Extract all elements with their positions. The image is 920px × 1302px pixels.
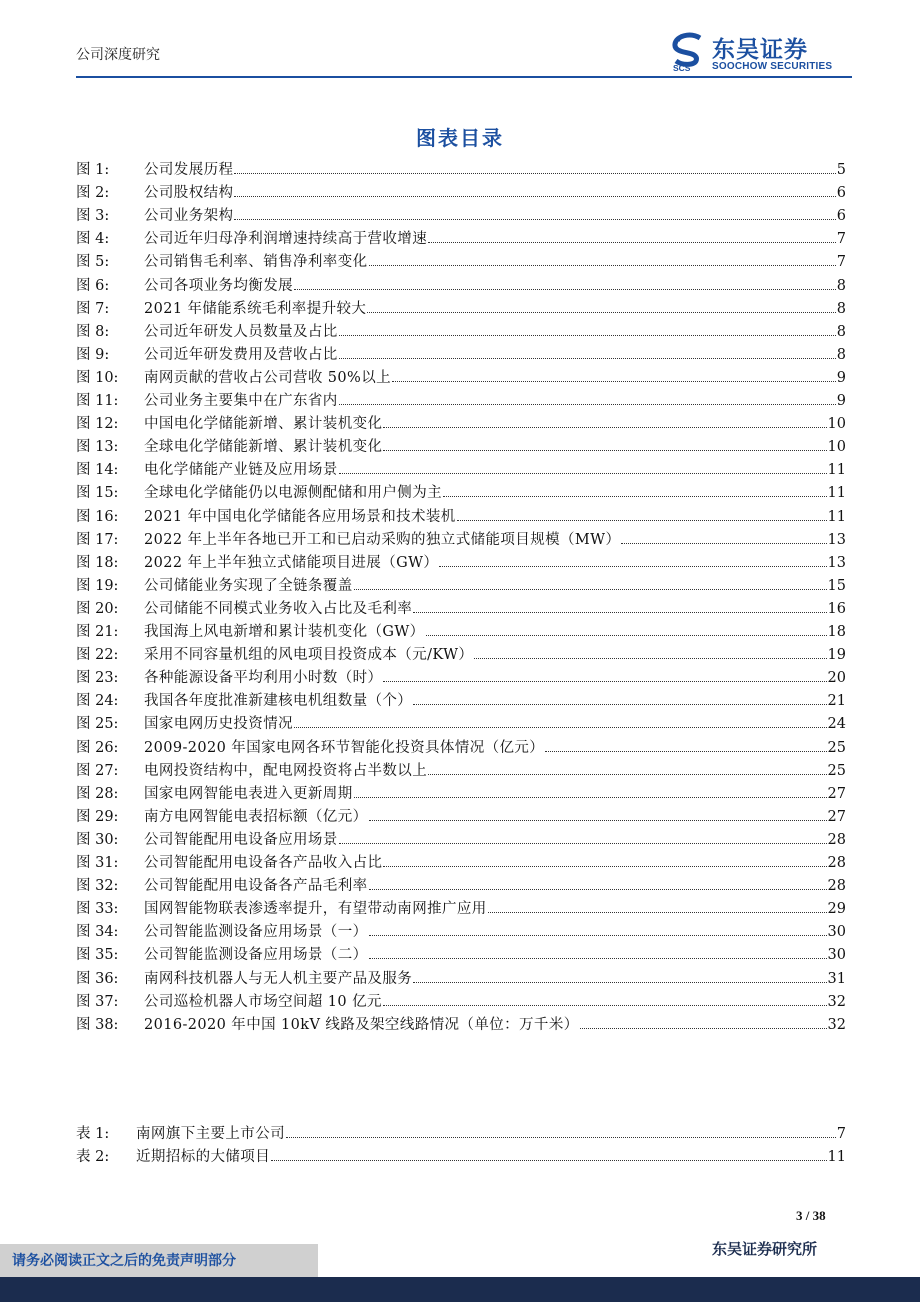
toc-entry-title: 公司近年研发费用及营收占比 (144, 346, 338, 363)
toc-dot-leader (234, 206, 835, 220)
toc-entry-title: 公司智能配用电设备各产品毛利率 (144, 878, 368, 895)
toc-entry-title: 公司销售毛利率、销售净利率变化 (144, 254, 368, 271)
toc-dot-leader (413, 969, 826, 983)
toc-entry-title: 2009-2020 年国家电网各环节智能化投资具体情况（亿元） (144, 739, 545, 756)
toc-entry[interactable] (76, 368, 846, 388)
toc-entry-page: 20 (827, 670, 846, 687)
logo-english-name: SOOCHOW SECURITIES (712, 61, 833, 72)
toc-entry-page: 25 (827, 739, 846, 756)
toc-dot-leader (383, 992, 827, 1006)
toc-dot-leader (621, 530, 826, 544)
toc-entry[interactable] (76, 183, 846, 203)
toc-dot-leader (286, 1124, 836, 1138)
toc-entry-number: 图 19: (76, 577, 119, 594)
toc-entry-page: 25 (827, 762, 846, 779)
toc-entry-title: 全球电化学储能仍以电源侧配储和用户侧为主 (144, 485, 442, 502)
toc-entry-number: 图 26: (76, 739, 119, 756)
toc-dot-leader (271, 1147, 826, 1161)
page-title: 图表目录 (416, 126, 504, 150)
toc-entry[interactable] (76, 899, 846, 919)
toc-entry-title: 我国海上风电新增和累计装机变化（GW） (144, 624, 425, 640)
toc-entry-page: 27 (827, 785, 846, 802)
toc-entry-page: 28 (827, 855, 846, 871)
toc-entry-number: 图 4: (76, 231, 110, 248)
toc-dot-leader (443, 483, 827, 497)
toc-dot-leader (339, 322, 836, 336)
toc-entry[interactable] (76, 160, 846, 180)
toc-entry-page: 8 (836, 346, 846, 363)
toc-entry-page: 27 (827, 808, 846, 825)
footer-disclaimer: 请务必阅读正文之后的免责声明部分 (12, 1253, 236, 1269)
toc-entry-page: 13 (827, 554, 846, 571)
toc-entry-number: 图 8: (76, 323, 110, 340)
toc-entry-title: 国家电网智能电表进入更新周期 (144, 785, 353, 802)
toc-dot-leader (488, 899, 827, 913)
toc-entry-page: 11 (827, 1149, 846, 1165)
toc-entry-page: 30 (827, 947, 846, 964)
toc-entry[interactable] (76, 1015, 846, 1035)
toc-entry-title: 公司储能业务实现了全链条覆盖 (144, 577, 353, 594)
toc-entry-page: 15 (827, 577, 846, 594)
toc-entry-title: 国网智能物联表渗透率提升，有望带动南网推广应用 (144, 901, 487, 918)
toc-entry-page: 21 (827, 693, 846, 710)
toc-dot-leader (369, 252, 836, 266)
toc-entry[interactable] (76, 945, 846, 965)
toc-entry-page: 6 (836, 185, 846, 202)
toc-entry-page: 9 (836, 369, 846, 386)
toc-entry-number: 图 3: (76, 208, 110, 225)
footer-bar (0, 1277, 920, 1302)
toc-entry-page: 28 (827, 831, 846, 848)
toc-entry-number: 图 15: (76, 485, 119, 502)
toc-entry[interactable] (76, 206, 846, 226)
toc-entry-page: 7 (836, 1126, 846, 1142)
toc-dot-leader (474, 645, 826, 659)
toc-entry[interactable] (76, 1147, 846, 1167)
toc-entry[interactable] (76, 483, 846, 503)
toc-entry[interactable] (76, 460, 846, 480)
toc-entry[interactable] (76, 784, 846, 804)
toc-entry-title: 中国电化学储能新增、累计装机变化 (144, 416, 383, 433)
toc-entry-page: 10 (827, 439, 846, 456)
toc-dot-leader (383, 414, 826, 428)
toc-entry-number: 图 12: (76, 416, 119, 433)
toc-entry-title: 我国各年度批准新建核电机组数量（个） (144, 693, 413, 710)
toc-entry-number: 图 35: (76, 947, 119, 964)
toc-entry-page: 6 (836, 208, 846, 225)
toc-dot-leader (367, 299, 835, 313)
toc-dot-leader (413, 691, 826, 705)
toc-entry-page: 18 (827, 624, 846, 640)
toc-entry-title: 2022 年上半年各地已开工和已启动采购的独立式储能项目规模（MW） (144, 531, 621, 548)
toc-dot-leader (457, 507, 827, 521)
toc-entry-number: 图 20: (76, 600, 119, 617)
toc-dot-leader (428, 229, 836, 243)
toc-entry-page: 32 (827, 993, 846, 1010)
toc-entry-number: 图 22: (76, 647, 119, 664)
toc-entry-number: 图 21: (76, 624, 119, 640)
toc-entry-number: 图 9: (76, 346, 110, 363)
toc-entry-title: 公司储能不同模式业务收入占比及毛利率 (144, 600, 413, 617)
toc-entry-title: 公司近年归母净利润增速持续高于营收增速 (144, 231, 428, 248)
toc-entry-title: 公司近年研发人员数量及占比 (144, 323, 338, 340)
toc-dot-leader (580, 1015, 827, 1029)
toc-entry-page: 9 (836, 393, 846, 409)
toc-entry-title: 公司智能配用电设备应用场景 (144, 831, 338, 848)
toc-entry[interactable] (76, 507, 846, 527)
toc-entry-page: 28 (827, 878, 846, 895)
toc-entry-title: 公司业务架构 (144, 208, 234, 225)
toc-dot-leader (294, 276, 836, 290)
toc-entry-page: 19 (827, 647, 846, 664)
toc-entry[interactable] (76, 599, 846, 619)
toc-entry[interactable] (76, 876, 846, 896)
toc-entry-page: 24 (827, 716, 846, 733)
toc-entry-number: 图 30: (76, 831, 119, 848)
toc-entry-title: 2021 年储能系统毛利率提升较大 (144, 300, 367, 317)
toc-dot-leader (339, 391, 836, 405)
toc-entry[interactable] (76, 668, 846, 688)
toc-entry-number: 图 37: (76, 993, 119, 1010)
toc-entry-number: 图 10: (76, 369, 119, 386)
toc-entry-title: 国家电网历史投资情况 (144, 716, 293, 733)
toc-entry[interactable] (76, 391, 846, 411)
logo-mark-text: SCS (673, 63, 691, 72)
toc-entry-page: 13 (827, 531, 846, 548)
toc-entry-title: 采用不同容量机组的风电项目投资成本（元/KW） (144, 647, 474, 664)
toc-dot-leader (339, 830, 827, 844)
footer-institute: 东吴证券研究所 (712, 1240, 818, 1258)
toc-entry-number: 图 6: (76, 277, 110, 294)
toc-entry-title: 公司发展历程 (144, 162, 234, 178)
toc-entry-number: 图 18: (76, 554, 119, 571)
toc-entry-number: 图 13: (76, 439, 119, 456)
toc-entry[interactable] (76, 922, 846, 942)
toc-dot-leader (294, 714, 827, 728)
page-number: 3 / 38 (796, 1208, 826, 1223)
toc-entry-title: 2021 年中国电化学储能各应用场景和技术装机 (144, 508, 456, 525)
toc-entry[interactable] (76, 1124, 846, 1144)
toc-entry-number: 表 2: (76, 1149, 110, 1165)
toc-dot-leader (234, 160, 835, 174)
toc-entry[interactable] (76, 576, 846, 596)
toc-dot-leader (369, 945, 827, 959)
toc-dot-leader (392, 368, 836, 382)
toc-entry-number: 图 25: (76, 716, 119, 733)
toc-entry-number: 图 7: (76, 300, 110, 317)
toc-dot-leader (354, 576, 827, 590)
toc-entry-title: 2022 年上半年独立式储能项目进展（GW） (144, 554, 439, 571)
toc-entry-number: 图 14: (76, 462, 119, 479)
brand-logo (670, 30, 852, 74)
toc-entry[interactable] (76, 322, 846, 342)
toc-entry-page: 32 (827, 1016, 846, 1033)
toc-entry[interactable] (76, 853, 846, 873)
toc-entry-title: 公司股权结构 (144, 185, 234, 202)
toc-entry-number: 图 29: (76, 808, 119, 825)
toc-entry-page: 29 (827, 901, 846, 918)
toc-entry-number: 表 1: (76, 1126, 110, 1142)
toc-entry-title: 公司智能配用电设备各产品收入占比 (144, 855, 383, 871)
toc-entry[interactable] (76, 691, 846, 711)
toc-entry[interactable] (76, 761, 846, 781)
toc-entry-page: 31 (827, 970, 846, 987)
toc-entry-number: 图 16: (76, 508, 119, 525)
toc-entry-number: 图 34: (76, 924, 119, 941)
toc-entry[interactable] (76, 437, 846, 457)
toc-entry[interactable] (76, 738, 846, 758)
toc-entry[interactable] (76, 969, 846, 989)
toc-entry-page: 8 (836, 277, 846, 294)
toc-entry-page: 10 (827, 416, 846, 433)
toc-entry-number: 图 2: (76, 185, 110, 202)
toc-entry-title: 公司业务主要集中在广东省内 (144, 393, 338, 409)
toc-dot-leader (354, 784, 827, 798)
toc-entry-number: 图 27: (76, 762, 119, 779)
toc-entry-title: 南方电网智能电表招标额（亿元） (144, 808, 368, 825)
toc-dot-leader (369, 876, 827, 890)
toc-entry[interactable] (76, 414, 846, 434)
toc-entry-title: 各种能源设备平均利用小时数（时） (144, 670, 383, 687)
toc-entry-title: 公司智能监测设备应用场景（二） (144, 947, 368, 964)
toc-entry-page: 5 (836, 162, 846, 178)
toc-entry[interactable] (76, 992, 846, 1012)
logo-chinese-name: 东吴证券 (712, 37, 808, 63)
toc-entry-number: 图 36: (76, 970, 119, 987)
toc-entry[interactable] (76, 645, 846, 665)
toc-entry-number: 图 17: (76, 531, 119, 548)
toc-dot-leader (383, 668, 826, 682)
toc-entry-number: 图 28: (76, 785, 119, 802)
toc-entry-page: 8 (836, 323, 846, 340)
toc-dot-leader (383, 853, 826, 867)
toc-entry[interactable] (76, 714, 846, 734)
toc-entry-number: 图 33: (76, 901, 119, 918)
toc-entry-title: 2016-2020 年中国 10kV 线路及架空线路情况（单位：万千米） (144, 1016, 579, 1033)
toc-entry-page: 16 (827, 600, 846, 617)
toc-dot-leader (439, 553, 826, 567)
toc-entry-number: 图 24: (76, 693, 119, 710)
toc-entry-title: 近期招标的大储项目 (136, 1149, 271, 1165)
toc-entry-number: 图 5: (76, 254, 110, 271)
toc-entry-page: 11 (827, 508, 846, 525)
toc-entry-title: 公司智能监测设备应用场景（一） (144, 924, 368, 941)
toc-entry-page: 8 (836, 300, 846, 317)
toc-entry-title: 南网科技机器人与无人机主要产品及服务 (144, 970, 413, 987)
toc-entry[interactable] (76, 229, 846, 249)
header-divider (76, 76, 852, 78)
toc-entry-number: 图 23: (76, 670, 119, 687)
toc-entry-page: 30 (827, 924, 846, 941)
toc-dot-leader (369, 807, 827, 821)
toc-dot-leader (426, 622, 827, 636)
toc-dot-leader (369, 922, 827, 936)
soochow-logo-icon (670, 32, 706, 72)
toc-entry-title: 公司各项业务均衡发展 (144, 277, 293, 294)
toc-entry-number: 图 1: (76, 162, 110, 178)
toc-entry-title: 南网贡献的营收占公司营收 50%以上 (144, 369, 392, 386)
toc-entry[interactable] (76, 830, 846, 850)
toc-dot-leader (383, 437, 826, 451)
toc-entry-title: 公司巡检机器人市场空间超 10 亿元 (144, 993, 382, 1010)
toc-entry-page: 7 (836, 254, 846, 271)
toc-entry[interactable] (76, 622, 846, 642)
toc-entry-page: 11 (827, 485, 846, 502)
toc-entry-title: 电网投资结构中，配电网投资将占半数以上 (144, 762, 428, 779)
toc-entry-number: 图 11: (76, 393, 119, 409)
toc-dot-leader (413, 599, 826, 613)
toc-entry-page: 11 (827, 462, 846, 479)
toc-dot-leader (339, 345, 836, 359)
toc-entry-number: 图 38: (76, 1016, 119, 1033)
toc-entry[interactable] (76, 553, 846, 573)
toc-entry[interactable] (76, 345, 846, 365)
toc-entry-page: 7 (836, 231, 846, 248)
toc-entry-number: 图 31: (76, 855, 119, 871)
report-section-label: 公司深度研究 (76, 47, 160, 63)
toc-dot-leader (545, 738, 826, 752)
toc-entry[interactable] (76, 299, 846, 319)
toc-entry[interactable] (76, 252, 846, 272)
toc-dot-leader (428, 761, 826, 775)
toc-entry[interactable] (76, 807, 846, 827)
toc-entry-title: 全球电化学储能新增、累计装机变化 (144, 439, 383, 456)
toc-dot-leader (339, 460, 827, 474)
toc-dot-leader (234, 183, 835, 197)
toc-entry[interactable] (76, 530, 846, 550)
toc-entry-title: 南网旗下主要上市公司 (136, 1126, 285, 1142)
toc-entry[interactable] (76, 276, 846, 296)
toc-entry-title: 电化学储能产业链及应用场景 (144, 462, 338, 479)
toc-entry-number: 图 32: (76, 878, 119, 895)
